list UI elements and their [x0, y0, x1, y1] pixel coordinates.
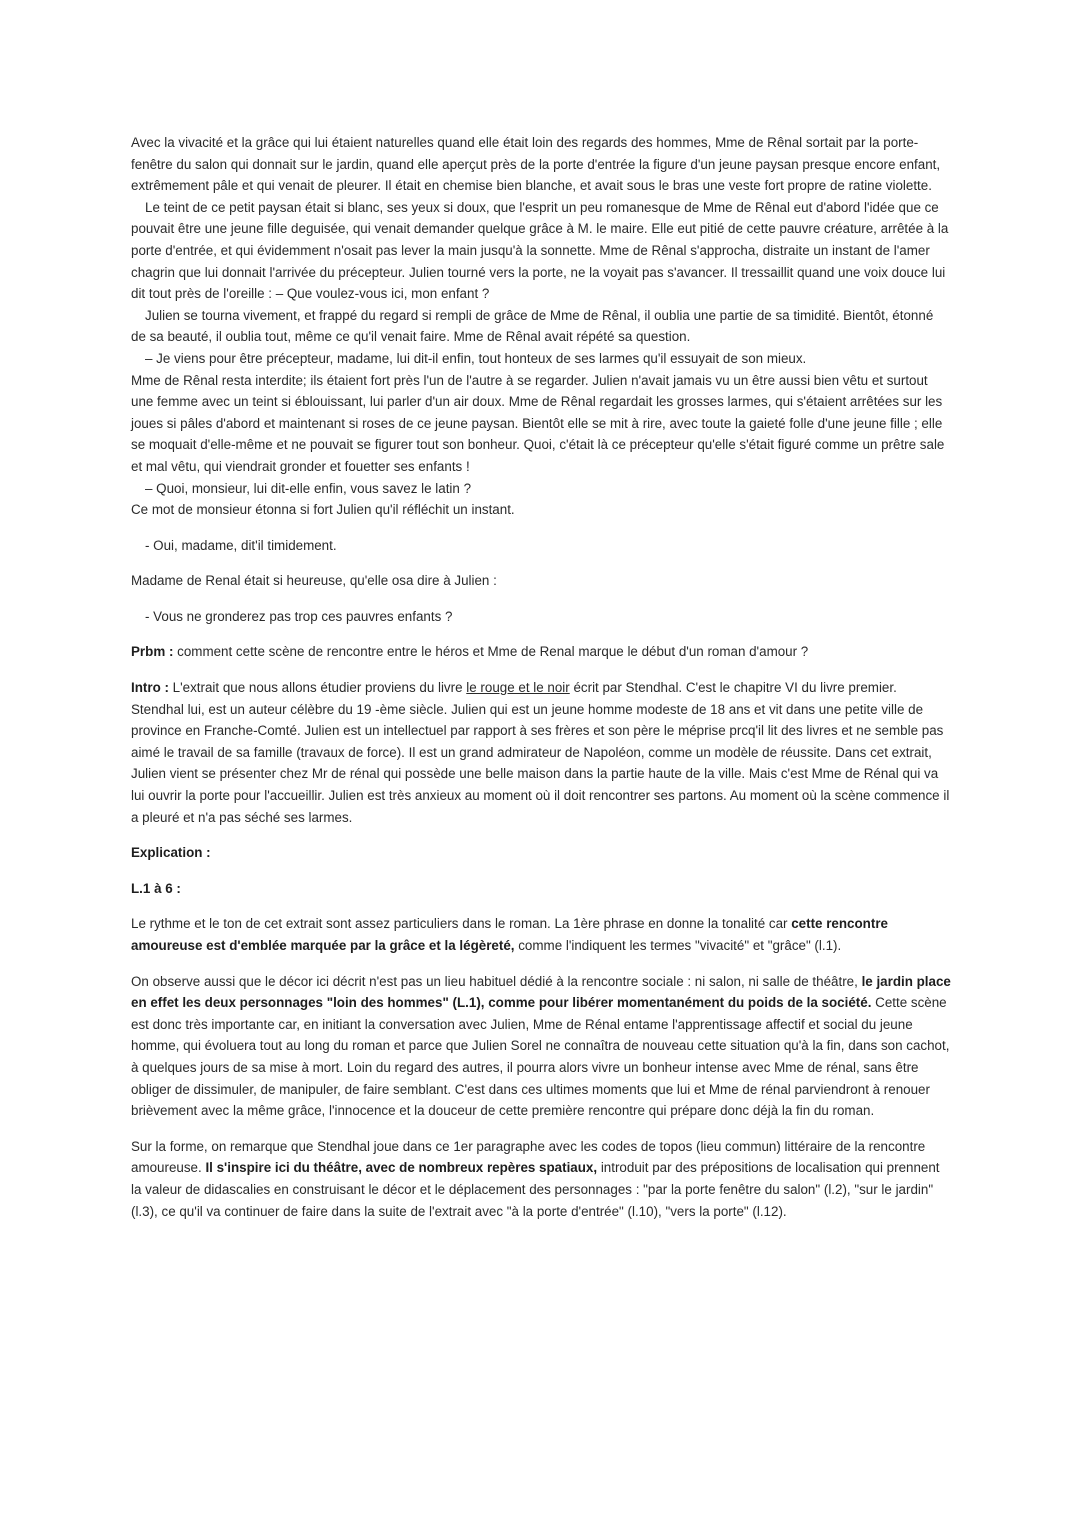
- excerpt-paragraph-4: Mme de Rênal resta interdite; ils étaient fort près l'un de l'autre à se regarder. Julien n'avait jamais vu un être aussi bien vêtu et surtout une femme avec un teint si éblouissant, lui parler d'un air doux. Mme de Rênal regardait les grosses larmes, qui s'étaient arrêtées sur les joues si pâles d'abord et maintenant si roses de ce jeune paysan. Bientôt elle se mit à rire, avec toute la gaieté folle d'une jeune fille ; elle se moquait d'elle-même et ne pouvait se figurer tout son bonheur. Quoi, c'était là ce précepteur qu'elle s'était figuré comme un prêtre sale et mal vêtu, qui viendrait gronder et fouetter ses enfants !: [131, 372, 945, 474]
- problematique-text: comment cette scène de rencontre entre le héros et Mme de Renal marque le début d'un roman d'amour ?: [173, 644, 809, 660]
- explication-paragraph-3: Sur la forme, on remarque que Stendhal joue dans ce 1er paragraphe avec les codes de topos (lieu commun) littéraire de la rencontre amoureuse. Il s'inspire ici du théâtre, avec de nombreux repères spatiaux, introduit par des prépositions de localisation qui prennent la valeur de didascalies en construisant le décor et le déplacement des personnages : "par la porte fenêtre du salon" (l.2), "sur le jardin" (l.3), ce qu'il va continuer de faire dans la suite de l'extrait avec "à la porte d'entrée" (l.10), "vers la porte" (l.12).: [131, 1138, 940, 1219]
- excerpt-dialog-1: – Je viens pour être précepteur, madame, lui dit-il enfin, tout honteux de ses larmes qu'il essuyait de son mieux.: [145, 350, 807, 366]
- excerpt-dialog-4: - Vous ne gronderez pas trop ces pauvres enfants ?: [145, 608, 453, 624]
- intro-text-a: L'extrait que nous allons étudier proviens du livre: [168, 680, 467, 696]
- document-page: [131, 132, 951, 1222]
- excerpt-dialog-3: - Oui, madame, dit'il timidement.: [145, 537, 337, 553]
- problematique-label: Prbm :: [131, 644, 174, 660]
- problematique: [131, 641, 951, 663]
- lines-heading: L.1 à 6 :: [131, 880, 181, 896]
- excerpt-paragraph-5: Ce mot de monsieur étonna si fort Julien qu'il réfléchit un instant.: [131, 502, 515, 518]
- explication-paragraph-1: Le rythme et le ton de cet extrait sont assez particuliers dans le roman. La 1ère phrase en donne la tonalité car cette rencontre amoureuse est d'emblée marquée par la grâce et la légèreté, comme l'indiquent les termes "vivacité" et "grâce" (l.1).: [131, 916, 888, 953]
- intro-label: Intro :: [131, 680, 169, 696]
- explication-heading: Explication :: [131, 845, 211, 861]
- introduction: [131, 677, 951, 828]
- intro-text-b: écrit par Stendhal. C'est le chapitre VI du livre premier. Stendhal lui, est un auteur célèbre du 19 -ème siècle. Julien qui est un jeune homme modeste de 18 ans et vit dans une petite ville de province en Franche-Comté. Julien est un intellectuel par rapport à ses frères et son père le méprise prcq'il lit des livres et ne semble pas aimé le travail de sa famille (travaux de force). Il est un grand admirateur de Napoléon, comme un modèle de réussite. Dans cet extrait, Julien vient se présenter chez Mr de rénal qui possède une belle maison dans la partie haute de la ville. Mais c'est Mme de Rénal qui va lui ouvrir la porte pour l'accueillir. Julien est très anxieux au moment où il doit rencontrer ses partons. Au moment où la scène commence il a pleuré et n'a pas séché ses larmes.: [131, 680, 950, 825]
- excerpt-paragraph-1: Avec la vivacité et la grâce qui lui étaient naturelles quand elle était loin des regards des hommes, Mme de Rênal sortait par la porte-fenêtre du salon qui donnait sur le jardin, quand elle aperçut près de la porte d'entrée la figure d'un jeune paysan presque encore enfant, extrêmement pâle et qui venait de pleurer. Il était en chemise bien blanche, et avait sous le bras une veste fort propre de ratine violette.: [131, 135, 941, 194]
- explication-paragraph-2: On observe aussi que le décor ici décrit n'est pas un lieu habituel dédié à la rencontre sociale : ni salon, ni salle de théâtre, le jardin place en effet les deux personnages "loin des hommes" (L.1), comme pour libérer momentanément du poids de la société. Cette scène est donc très importante car, en initiant la conversation avec Julien, Mme de Rénal entame l'apprentissage affectif et social du jeune homme, qui évoluera tout au long du roman et parce que Julien Sorel ne connaîtra de nouveau cette situation qu'à la fin, dans son cachot, à quelques jours de sa mise à mort. Loin du regard des autres, il pourra alors vivre un bonheur intense avec Mme de rénal, sans être obliger de dissimuler, de manipuler, de faire semblant. C'est dans ces ultimes moments que lui et Mme de rénal parviendront à renouer brièvement avec la même grâce, l'innocence et la douceur de cette première rencontre qui prépare donc déjà la fin du roman.: [131, 973, 951, 1119]
- explication-2-bold: le jardin place en effet les deux personnages "loin des hommes" (L.1), comme pour libérer momentanément du poids de la société.: [131, 973, 951, 1011]
- explication-3-bold: Il s'inspire ici du théâtre, avec de nombreux repères spatiaux,: [205, 1160, 598, 1176]
- excerpt-paragraph-6: Madame de Renal était si heureuse, qu'elle osa dire à Julien :: [131, 573, 497, 589]
- book-title: le rouge et le noir: [466, 680, 570, 696]
- explication-1-bold: cette rencontre amoureuse est d'emblée marquée par la grâce et la légèreté,: [131, 916, 888, 953]
- excerpt-paragraph-2: Le teint de ce petit paysan était si blanc, ses yeux si doux, que l'esprit un peu romanesque de Mme de Rênal eut d'abord l'idée que ce pouvait être une jeune fille deguisée, qui venait demander quelque grâce à M. le maire. Elle eut pitié de cette pauvre créature, arrêtée à la porte d'entrée, et qui évidemment n'osait pas lever la main jusqu'à la sonnette. Mme de Rênal s'approcha, distraite un instant de l'amer chagrin que lui donnait l'arrivée du précepteur. Julien tourné vers la porte, ne la voyait pas s'avancer. Il tressaillit quand une voix douce lui dit tout près de l'oreille : – Que voulez-vous ici, mon enfant ?: [131, 199, 949, 302]
- excerpt-dialog-2: – Quoi, monsieur, lui dit-elle enfin, vous savez le latin ?: [145, 480, 472, 496]
- excerpt-paragraph-3: Julien se tourna vivement, et frappé du regard si rempli de grâce de Mme de Rênal, il oublia une partie de sa timidité. Bientôt, étonné de sa beauté, il oublia tout, même ce qu'il venait faire. Mme de Rênal avait répété sa question.: [131, 307, 934, 345]
